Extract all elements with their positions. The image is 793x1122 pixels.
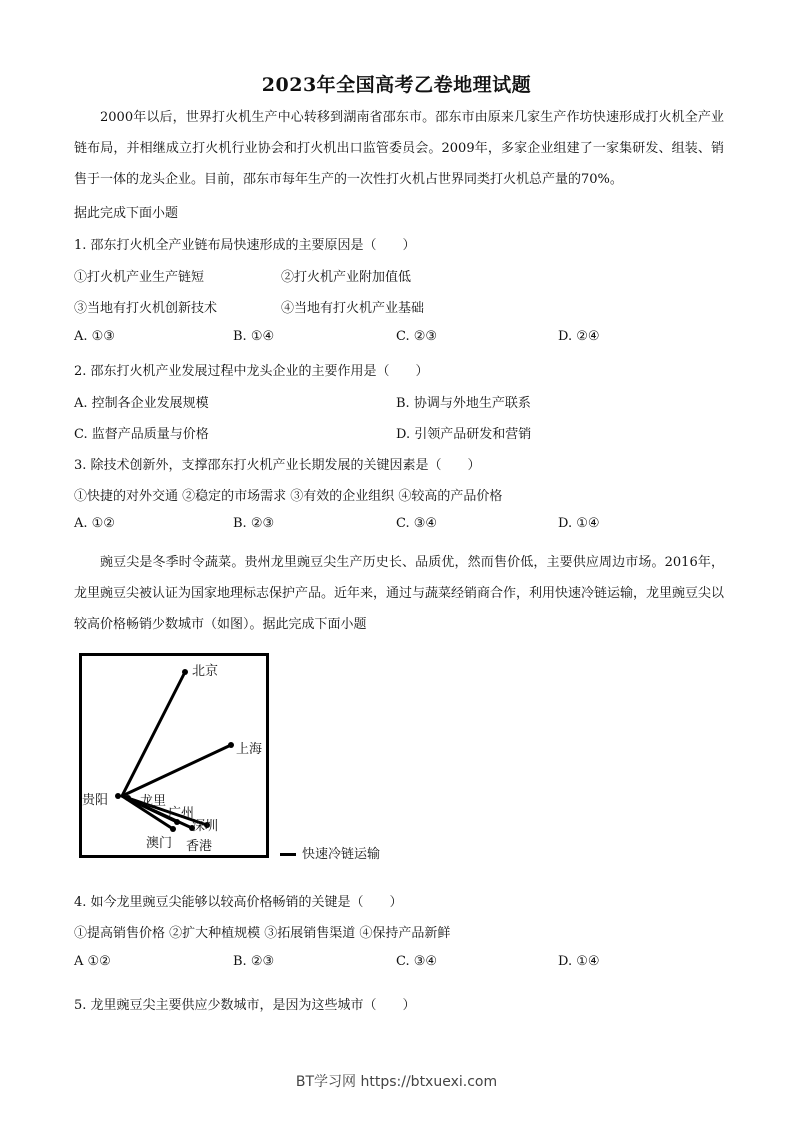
map-legend	[280, 843, 380, 862]
q4-option-b: B. ②③	[233, 954, 275, 969]
passage-lighter: 2000年以后，世界打火机生产中心转移到湖南省邵东市。邵东市由原来几家生产作坊快速形成打火机全产业链布局，并相继成立打火机行业协会和打火机出口监管委员会。2009年，多家企业组建了一家集研发、组装、销售于一体的龙头企业。目前，邵东市每年生产的一次性打火机占世界同类打火机总产量的70%。	[74, 110, 724, 187]
q4-option-a: A ①②	[74, 954, 111, 969]
point-longli	[125, 795, 131, 801]
q2-option-a: A. 控制各企业发展规模	[74, 396, 209, 411]
q2-option-d: D. 引领产品研发和营销	[396, 427, 532, 442]
q3-items: ①快捷的对外交通 ②稳定的市场需求 ③有效的企业组织 ④较高的产品价格	[74, 489, 503, 504]
point-guiyang	[115, 793, 121, 799]
label-shanghai: 上海	[236, 742, 263, 757]
page-footer: BT学习网 https://btxuexi.com	[295, 1074, 498, 1090]
q4-option-c: C. ③④	[396, 954, 438, 969]
q1-stem: 1. 邵东打火机全产业链布局快速形成的主要原因是（ ）	[74, 238, 416, 253]
q3-stem: 3. 除技术创新外，支撑邵东打火机产业长期发展的关键因素是（ ）	[74, 458, 481, 473]
route-beijing	[122, 672, 185, 796]
q1-option-d: D. ②④	[558, 329, 600, 344]
label-beijing: 北京	[192, 664, 219, 679]
legend-label: 快速冷链运输	[302, 847, 381, 862]
q1-item-2: ②打火机产业附加值低	[281, 270, 412, 285]
label-guiyang: 贵阳	[82, 793, 109, 808]
q1-option-b: B. ①④	[233, 329, 275, 344]
page-title: 2023年全国高考乙卷地理试题	[261, 74, 532, 96]
q4-option-d: D. ①④	[558, 954, 600, 969]
q1-item-4: ④当地有打火机产业基础	[281, 301, 425, 316]
passage-pea-shoots: 豌豆尖是冬季时令蔬菜。贵州龙里豌豆尖生产历史长、品质优，然而售价低，主要供应周边市场。2016年，龙里豌豆尖被认证为国家地理标志保护产品。近年来，通过与蔬菜经销商合作，利用快速冷链运输，龙里豌豆尖以较高价格畅销少数城市（如图）。据此完成下面小题	[74, 555, 725, 632]
q2-option-c: C. 监督产品质量与价格	[74, 427, 209, 442]
q3-option-a: A. ①②	[74, 516, 115, 531]
q3-option-d: D. ①④	[558, 516, 600, 531]
q5-stem: 5. 龙里豌豆尖主要供应少数城市，是因为这些城市（ ）	[74, 998, 416, 1013]
q4-stem: 4. 如今龙里豌豆尖能够以较高价格畅销的关键是（ ）	[74, 895, 403, 910]
label-hongkong: 香港	[186, 839, 213, 854]
instruction-1: 据此完成下面小题	[74, 206, 179, 221]
label-longli: 龙里	[140, 794, 167, 809]
label-guangzhou: 广州	[168, 806, 195, 821]
q1-item-1: ①打火机产业生产链短	[74, 270, 205, 285]
q3-option-c: C. ③④	[396, 516, 438, 531]
q2-stem: 2. 邵东打火机产业发展过程中龙头企业的主要作用是（ ）	[74, 364, 429, 379]
q4-items: ①提高销售价格 ②扩大种植规模 ③拓展销售渠道 ④保持产品新鲜	[74, 926, 451, 941]
cold-chain-map	[79, 653, 269, 858]
point-shanghai	[228, 742, 234, 748]
label-macau: 澳门	[146, 836, 173, 851]
legend-line-icon	[280, 853, 296, 856]
q1-option-a: A. ①③	[74, 329, 115, 344]
q3-option-b: B. ②③	[233, 516, 275, 531]
label-shenzhen: 深圳	[192, 819, 219, 834]
route-shanghai	[122, 745, 231, 796]
q2-option-b: B. 协调与外地生产联系	[396, 396, 531, 411]
q1-item-3: ③当地有打火机创新技术	[74, 301, 218, 316]
point-beijing	[182, 669, 188, 675]
q1-option-c: C. ②③	[396, 329, 438, 344]
